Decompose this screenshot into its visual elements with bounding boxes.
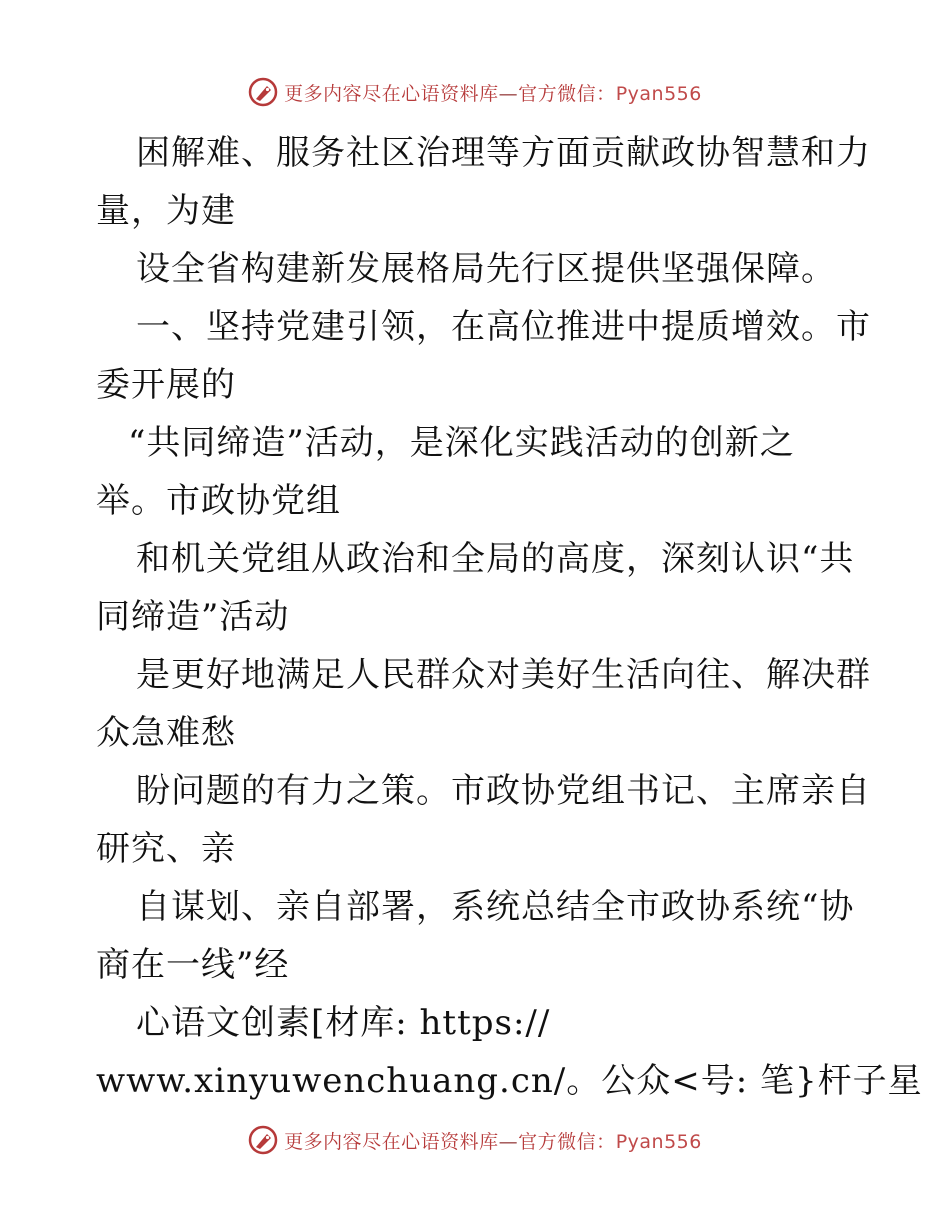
text-line: www.xinyuwenchuang.cn/。公众<号: 笔}杆子星: [96, 1061, 923, 1101]
text-line: 众急难愁: [96, 713, 236, 753]
banner-text: [284, 79, 702, 106]
banner-wechat-label: 官方微信：: [518, 1130, 616, 1153]
text-line: “共同缔造”活动，是深化实践活动的创新之: [128, 423, 795, 463]
header-banner: [0, 72, 950, 112]
text-line: 委开展的: [96, 365, 236, 405]
banner-separator: —: [498, 1130, 519, 1153]
text-line: 设全省构建新发展格局先行区提供坚强保障。: [136, 249, 836, 289]
banner-wechat-label: 官方微信：: [518, 82, 616, 105]
text-line: 和机关党组从政治和全局的高度，深刻认识“共: [136, 539, 855, 579]
text-line: 心语文创素[材库: https://: [136, 1003, 551, 1043]
document-body: [96, 124, 923, 1110]
banner-wechat-id: Pyan556: [615, 82, 702, 105]
footer-banner: [0, 1120, 950, 1160]
text-line: 盼问题的有力之策。市政协党组书记、主席亲自: [136, 771, 871, 811]
text-line: 量，为建: [96, 191, 236, 231]
text-line: 同缔造”活动: [96, 597, 290, 637]
text-line: 困解难、服务社区治理等方面贡献政协智慧和力: [136, 133, 871, 173]
text-line: 自谋划、亲自部署，系统总结全市政协系统“协: [136, 887, 855, 927]
banner-wechat-id: Pyan556: [615, 1130, 702, 1153]
banner-text: [284, 1127, 702, 1154]
text-line: 商在一线”经: [96, 945, 290, 985]
pen-nib-circle-icon: [248, 1125, 278, 1155]
pen-nib-circle-icon: [248, 77, 278, 107]
text-line: 一、坚持党建引领，在高位推进中提质增效。市: [136, 307, 871, 347]
banner-separator: —: [498, 82, 519, 105]
text-line: 研究、亲: [96, 829, 236, 869]
text-line: 举。市政协党组: [96, 481, 341, 521]
text-line: 是更好地满足人民群众对美好生活向往、解决群: [136, 655, 871, 695]
banner-brand: 更多内容尽在心语资料库: [284, 1130, 499, 1153]
banner-brand: 更多内容尽在心语资料库: [284, 82, 499, 105]
